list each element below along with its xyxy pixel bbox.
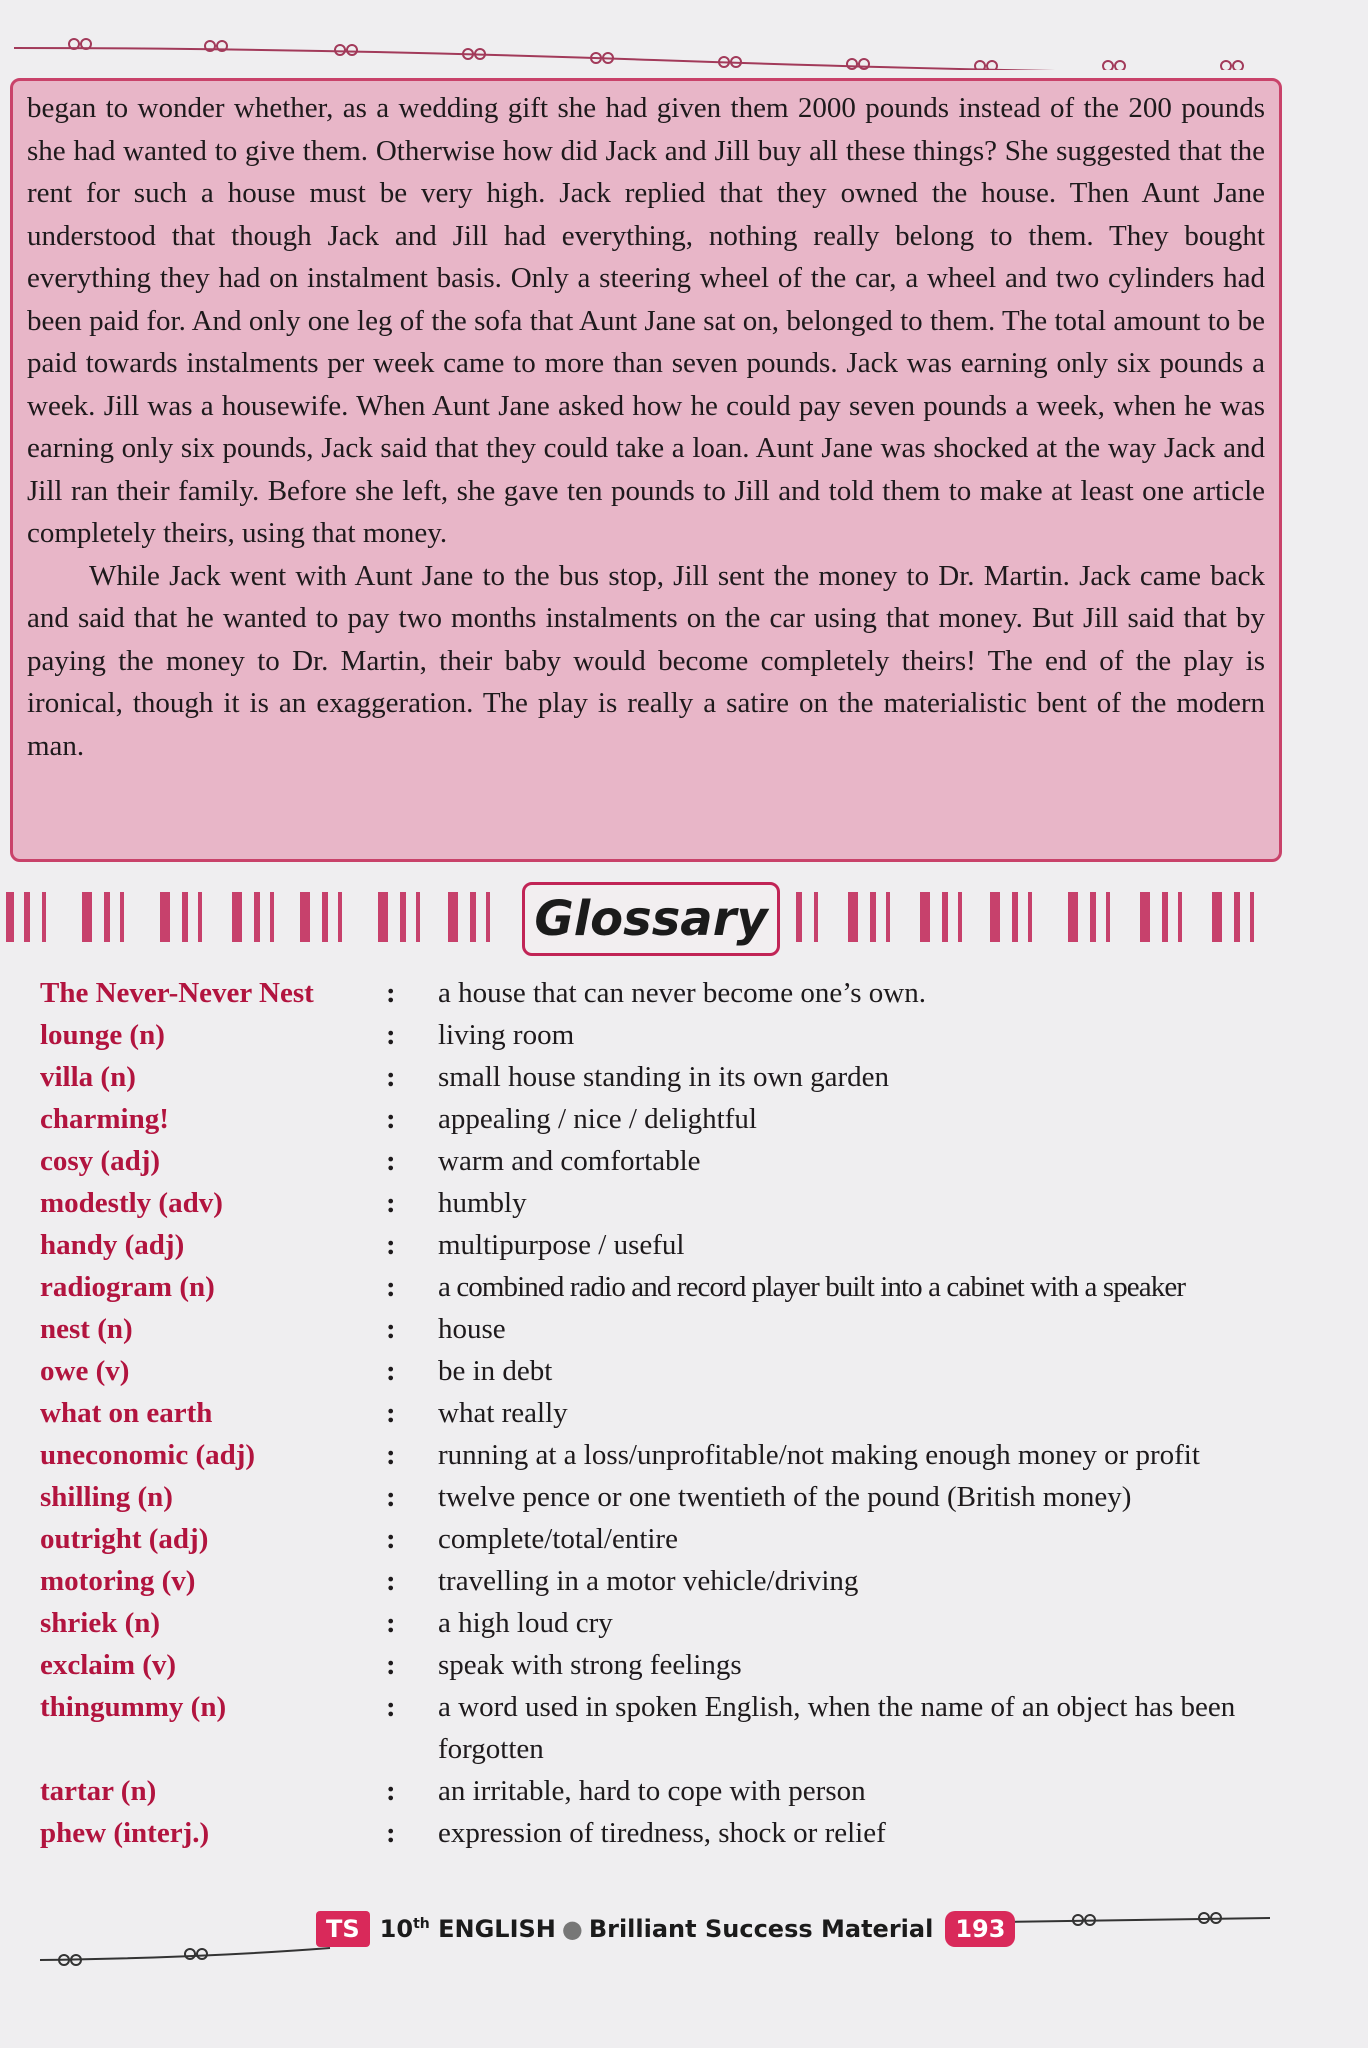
- footer-banner: [316, 1908, 1015, 1950]
- glossary-row: [40, 1308, 1290, 1350]
- glossary-row: [40, 1392, 1290, 1434]
- glossary-separator: :: [386, 1817, 396, 1849]
- glossary-definition: appealing / nice / delightful: [438, 1103, 757, 1135]
- glossary-definition: expression of tiredness, shock or relief: [438, 1817, 886, 1849]
- material-title: Brilliant Success Material: [588, 1915, 934, 1943]
- glossary-definition: what really: [438, 1397, 568, 1429]
- glossary-row: [40, 1056, 1290, 1098]
- glossary-heading: Glossary: [522, 882, 780, 956]
- glossary-separator: :: [386, 1061, 396, 1093]
- glossary-definition: speak with strong feelings: [438, 1649, 742, 1681]
- glossary-term: charming!: [40, 1103, 169, 1135]
- glossary-separator: :: [386, 1481, 396, 1513]
- page-number: 193: [945, 1911, 1015, 1947]
- glossary-term: nest (n): [40, 1313, 133, 1345]
- glossary-term: tartar (n): [40, 1775, 157, 1807]
- glossary-row: [40, 1812, 1290, 1854]
- glossary-separator: :: [386, 1439, 396, 1471]
- glossary-term: modestly (adv): [40, 1187, 223, 1219]
- glossary-separator: :: [386, 1019, 396, 1051]
- glossary-row: [40, 1140, 1290, 1182]
- glossary-separator: :: [386, 1523, 396, 1555]
- glossary-separator: :: [386, 1187, 396, 1219]
- grade-suffix: th: [413, 1916, 430, 1932]
- glossary-separator: :: [386, 1607, 396, 1639]
- glossary-definition: travelling in a motor vehicle/driving: [438, 1565, 859, 1597]
- glossary-definition: twelve pence or one twentieth of the pound (British money): [438, 1481, 1132, 1513]
- glossary-definition: a house that can never become one’s own.: [438, 977, 926, 1009]
- glossary-term: shriek (n): [40, 1607, 161, 1639]
- glossary-definition: living room: [438, 1019, 575, 1051]
- glossary-separator: :: [386, 1229, 396, 1261]
- ts-badge: TS: [316, 1911, 370, 1947]
- glossary-row: [40, 1014, 1290, 1056]
- glossary-separator: :: [386, 1397, 396, 1429]
- glossary-term: exclaim (v): [40, 1649, 177, 1681]
- glossary-row: [40, 972, 1290, 1014]
- summary-paragraph-1: began to wonder whether, as a wedding gift she had given them 2000 pounds instead of the 200 pounds she had wanted to give them. Otherwise how did Jack and Jill buy all these things? She suggested that the rent for such a house must be very high. Jack replied that they owned the house. Then Aunt Jane understood that though Jack and Jill had everything, nothing really belong to them. They bought everything they had on instalment basis. Only a steering wheel of the car, a wheel and two cylinders had been paid for. And only one leg of the sofa that Aunt Jane sat on, belonged to them. The total amount to be paid towards instalments per week came to more than seven pounds. Jack was earning only six pounds a week. Jill was a housewife. When Aunt Jane asked how he could pay seven pounds a week, when he was earning only six pounds, Jack said that they could take a loan. Aunt Jane was shocked at the way Jack and Jill ran their family. Before she left, she gave ten pounds to Jill and told them to make at least one article completely theirs, using that money.: [27, 92, 1265, 549]
- top-decorative-rule: [14, 30, 1286, 70]
- glossary-definition: be in debt: [438, 1355, 553, 1387]
- glossary-separator: :: [386, 1313, 396, 1345]
- glossary-row: [40, 1770, 1290, 1812]
- glossary-term: shilling (n): [40, 1481, 173, 1513]
- glossary-separator: :: [386, 1691, 396, 1723]
- glossary-term: The Never-Never Nest: [40, 977, 314, 1009]
- glossary-list: [40, 972, 1290, 1854]
- glossary-definition: small house standing in its own garden: [438, 1061, 890, 1093]
- glossary-term: uneconomic (adj): [40, 1439, 256, 1471]
- glossary-definition: complete/total/entire: [438, 1523, 678, 1555]
- glossary-row: [40, 1476, 1290, 1518]
- glossary-separator: :: [386, 1355, 396, 1387]
- glossary-definition: running at a loss/unprofitable/not making enough money or profit: [438, 1439, 1200, 1471]
- glossary-row: [40, 1224, 1290, 1266]
- glossary-row: [40, 1350, 1290, 1392]
- glossary-term: lounge (n): [40, 1019, 165, 1051]
- glossary-separator: :: [386, 1775, 396, 1807]
- glossary-separator: :: [386, 1271, 396, 1303]
- glossary-separator: :: [386, 1145, 396, 1177]
- glossary-term: villa (n): [40, 1061, 136, 1093]
- glossary-definition: multipurpose / useful: [438, 1229, 685, 1261]
- glossary-row: [40, 1602, 1290, 1644]
- glossary-term: radiogram (n): [40, 1271, 215, 1303]
- glossary-row: [40, 1518, 1290, 1560]
- glossary-term: motoring (v): [40, 1565, 196, 1597]
- subject-label: ENGLISH: [438, 1915, 556, 1943]
- glossary-row: [40, 1686, 1290, 1770]
- glossary-definition: a word used in spoken English, when the name of an object has been forgotten: [438, 1691, 1236, 1765]
- glossary-definition: an irritable, hard to cope with person: [438, 1775, 866, 1807]
- glossary-separator: :: [386, 1565, 396, 1597]
- glossary-definition: house: [438, 1313, 506, 1345]
- glossary-definition: a combined radio and record player built into a cabinet with a speaker: [438, 1271, 1186, 1303]
- glossary-definition: warm and comfortable: [438, 1145, 701, 1177]
- grade-number: 10: [379, 1915, 414, 1943]
- glossary-term: phew (interj.): [40, 1817, 210, 1849]
- glossary-separator: :: [386, 977, 396, 1009]
- glossary-definition: a high loud cry: [438, 1607, 613, 1639]
- summary-paragraph-2: While Jack went with Aunt Jane to the bus stop, Jill sent the money to Dr. Martin. Jack came back and said that he wanted to pay two months instalments on the car using that money. But Jill said that by paying the money to Dr. Martin, their baby would become completely theirs! The end of the play is ironical, though it is an exaggeration. The play is really a satire on the materialistic bent of the modern man.: [27, 559, 1265, 762]
- footer-book-title: [380, 1915, 934, 1943]
- glossary-row: [40, 1182, 1290, 1224]
- story-summary-box: [10, 78, 1282, 862]
- glossary-row: [40, 1560, 1290, 1602]
- glossary-term: cosy (adj): [40, 1145, 161, 1177]
- glossary-term: thingummy (n): [40, 1691, 227, 1723]
- glossary-term: owe (v): [40, 1355, 130, 1387]
- glossary-row: [40, 1098, 1290, 1140]
- glossary-separator: :: [386, 1649, 396, 1681]
- glossary-term: outright (adj): [40, 1523, 209, 1555]
- glossary-term: handy (adj): [40, 1229, 185, 1261]
- glossary-row: [40, 1644, 1290, 1686]
- glossary-row: [40, 1434, 1290, 1476]
- glossary-definition: humbly: [438, 1187, 527, 1219]
- bullet-icon: ●: [561, 1915, 583, 1943]
- glossary-separator: :: [386, 1103, 396, 1135]
- glossary-row: [40, 1266, 1290, 1308]
- glossary-term: what on earth: [40, 1397, 213, 1429]
